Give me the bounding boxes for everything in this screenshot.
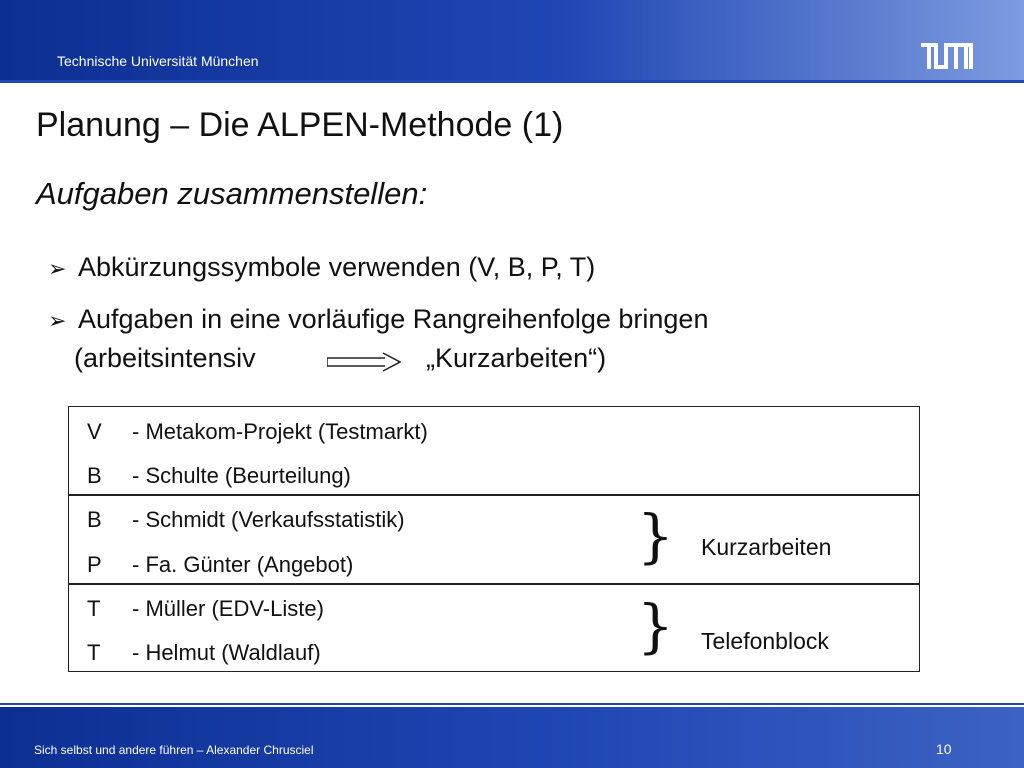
- footer-bar: [0, 707, 1024, 768]
- bullet-continuation-right: „Kurzarbeiten“): [426, 343, 607, 373]
- task-code: T: [87, 596, 101, 621]
- bullet-text: Abkürzungssymbole verwenden (V, B, P, T): [78, 252, 596, 282]
- task-description: - Schmidt (Verkaufsstatistik): [132, 507, 405, 532]
- group-label-kurzarbeiten: Kurzarbeiten: [701, 534, 832, 560]
- task-table: [68, 406, 920, 672]
- table-divider: [69, 583, 919, 585]
- arrow-bullet-icon: ➢: [48, 256, 67, 281]
- task-description: - Schulte (Beurteilung): [132, 463, 351, 488]
- bullet-text: Aufgaben in eine vorläufige Rangreihenfolge bringen: [78, 304, 709, 334]
- footer-text: Sich selbst und andere führen – Alexander Chrusciel: [34, 743, 314, 757]
- slide-subtitle: Aufgaben zusammenstellen:: [36, 176, 428, 211]
- task-code: P: [87, 552, 102, 577]
- university-name: Technische Universität München: [57, 53, 259, 69]
- group-brace: }: [637, 592, 674, 660]
- task-code: B: [87, 463, 102, 488]
- table-divider: [69, 494, 919, 496]
- bullet-item: [48, 304, 708, 335]
- group-brace: }: [637, 502, 674, 570]
- task-code: V: [87, 419, 102, 444]
- task-description: - Helmut (Waldlauf): [132, 640, 321, 665]
- task-description: - Fa. Günter (Angebot): [132, 552, 354, 577]
- header-divider: [0, 80, 1024, 83]
- double-arrow-icon: [327, 352, 401, 372]
- bullet-item: [48, 252, 595, 283]
- tum-logo: [921, 43, 973, 69]
- task-description: - Müller (EDV-Liste): [132, 596, 324, 621]
- task-description: - Metakom-Projekt (Testmarkt): [132, 419, 428, 444]
- task-code: B: [87, 507, 102, 532]
- bullet-continuation-left: (arbeitsintensiv: [74, 343, 256, 373]
- group-label-telefonblock: Telefonblock: [701, 628, 829, 654]
- page-number: 10: [936, 741, 952, 757]
- task-code: T: [87, 640, 101, 665]
- footer-divider: [0, 703, 1024, 705]
- header-bar: [0, 0, 1024, 80]
- slide-title: Planung – Die ALPEN-Methode (1): [36, 106, 564, 144]
- arrow-bullet-icon: ➢: [48, 308, 67, 333]
